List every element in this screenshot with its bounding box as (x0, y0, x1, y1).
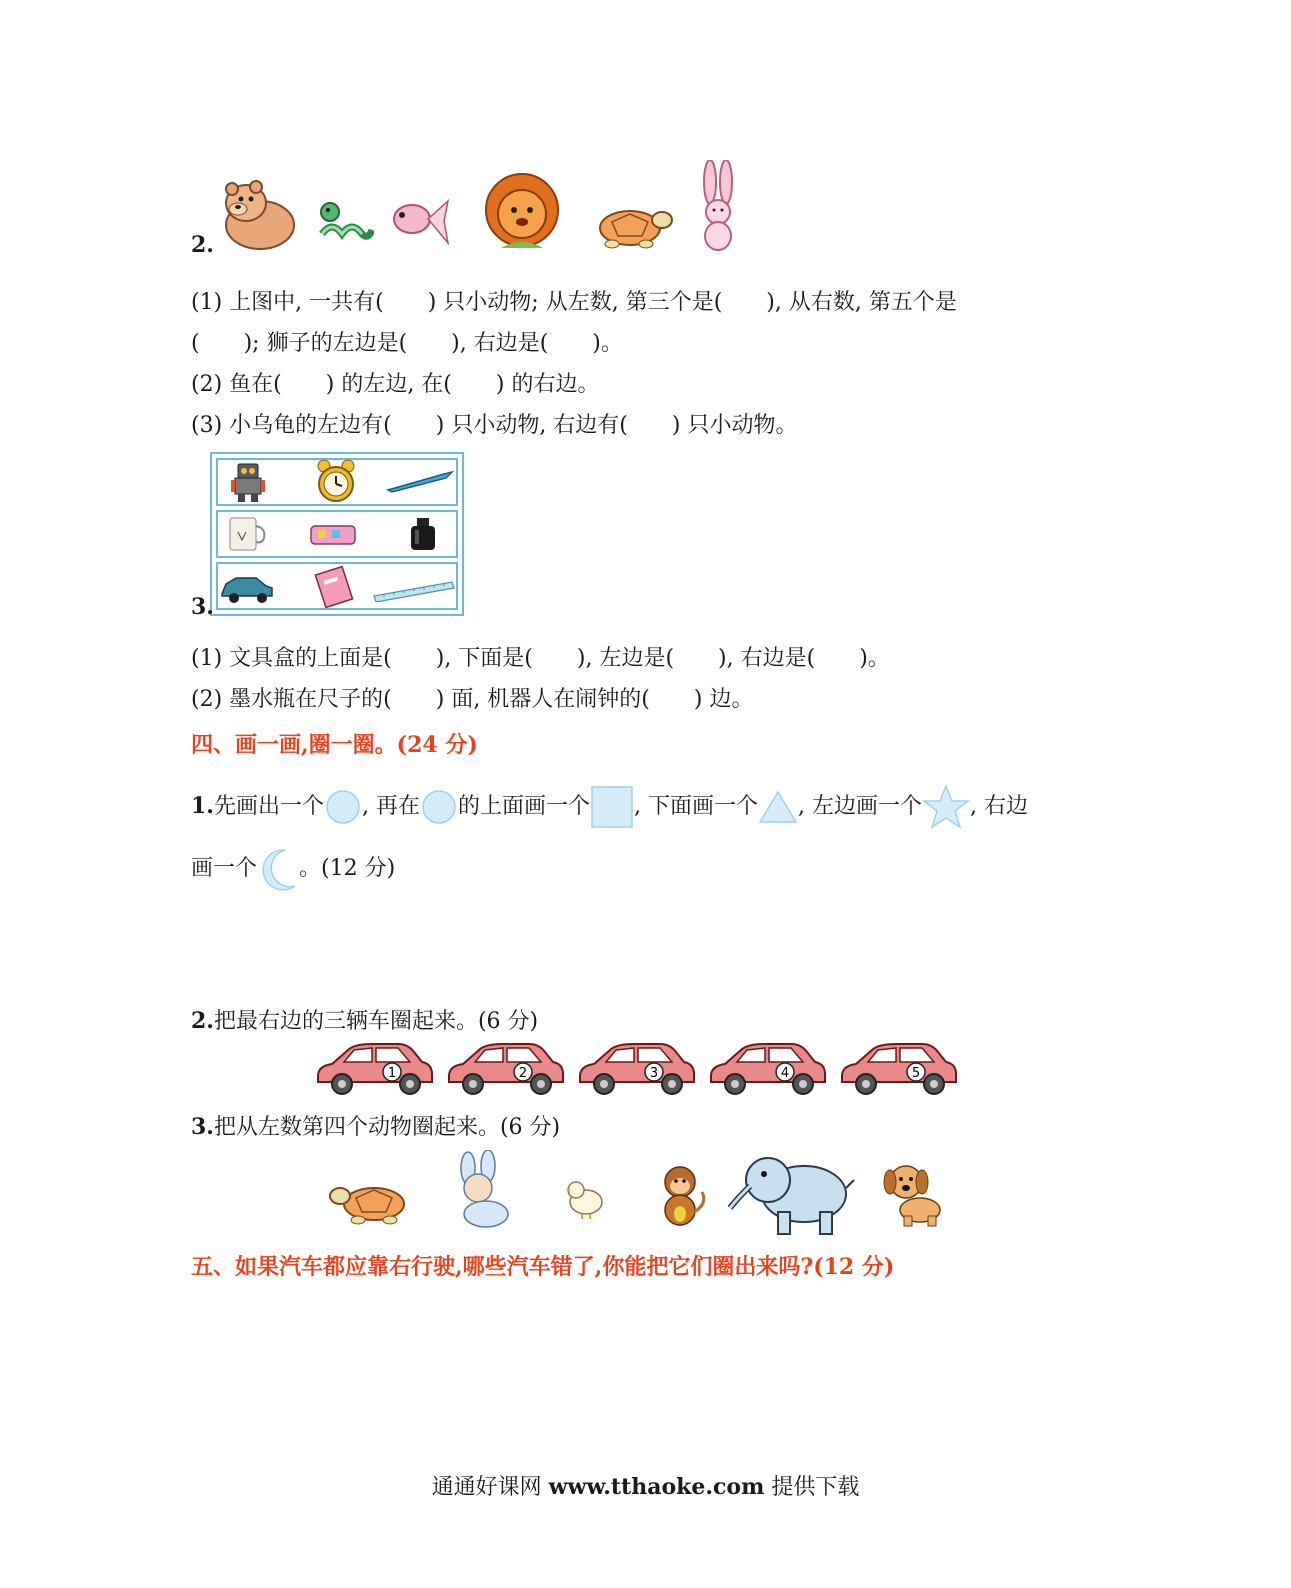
section-4-title: 四、画一画,圈一圈。(24 分) (191, 732, 478, 758)
q1-text-7: 画一个 (191, 856, 258, 881)
q2-text: 把最右边的三辆车圈起来。(6 分) (213, 1009, 539, 1034)
moon-shape-icon (257, 846, 299, 892)
car-number-label: 5 (911, 1066, 921, 1081)
q1-text-3: 的上面画一个 (457, 794, 590, 819)
q2-part3: (3) 小乌龟的左边有( ) 只小动物, 右边有( ) 只小动物。 (191, 413, 798, 438)
rabbit-child-picture (450, 1150, 516, 1230)
stationery-grid (210, 452, 464, 616)
footer (0, 1470, 1291, 1501)
star-shape-icon (922, 784, 970, 830)
car-number-label: 2 (518, 1066, 528, 1081)
ruler-picture (372, 578, 456, 602)
q3-part1: (1) 文具盒的上面是( ), 下面是( ), 左边是( ), 右边是( )。 (191, 646, 890, 671)
section-4-q2 (191, 1006, 538, 1037)
circle-shape-icon (324, 789, 362, 825)
snake-picture (318, 200, 374, 240)
dog-picture (880, 1160, 946, 1228)
goldfish-picture (388, 193, 450, 249)
q1-number: 1. (191, 793, 214, 819)
q3-number: 3. (191, 594, 214, 620)
rabbit-picture (697, 160, 739, 252)
car-number-label: 3 (649, 1066, 659, 1081)
q1-text-5: , 左边画一个 (798, 794, 922, 819)
car-4[interactable] (707, 1036, 829, 1102)
section-4-q3 (191, 1112, 560, 1143)
q2-part2: (2) 鱼在( ) 的左边, 在( ) 的右边。 (191, 372, 600, 397)
elephant-picture (728, 1146, 856, 1238)
notebook-picture (312, 566, 354, 608)
section-4-q1-line2 (191, 846, 395, 892)
car-picture (218, 570, 276, 606)
q1-text-8: 。(12 分) (299, 856, 396, 881)
q1-text-1: 先画出一个 (213, 794, 324, 819)
triangle-shape-icon (758, 790, 798, 824)
q3-part2: (2) 墨水瓶在尺子的( ) 面, 机器人在闹钟的( ) 边。 (191, 687, 754, 712)
robot-picture (226, 460, 270, 504)
q1-text-2: , 再在 (361, 794, 420, 819)
q3-text: 把从左数第四个动物圈起来。(6 分) (213, 1115, 561, 1140)
monkey-picture (654, 1164, 710, 1228)
cars-row (314, 1036, 964, 1098)
section-4-q1-line1 (191, 784, 1028, 830)
bear-picture (216, 175, 296, 251)
q2-number: 2. (191, 1008, 214, 1034)
turtle-picture (328, 1178, 412, 1226)
q2-part1-line2: ( ); 狮子的左边是( ), 右边是( )。 (191, 331, 623, 356)
turtle-picture (592, 200, 674, 250)
cup-picture (224, 514, 268, 554)
pen-picture (384, 468, 456, 494)
footer-prefix: 通通好课网 (431, 1475, 542, 1500)
square-shape-icon (590, 785, 634, 829)
circle-shape-icon (420, 789, 458, 825)
pencil-box-picture (308, 520, 358, 550)
q2-number: 2. (191, 232, 214, 258)
car-3[interactable] (576, 1036, 698, 1102)
alarm-clock-picture (314, 458, 358, 504)
section-5-title: 五、如果汽车都应靠右行驶,哪些汽车错了,你能把它们圈出来吗?(12 分) (191, 1254, 895, 1280)
car-number-label: 1 (387, 1066, 397, 1081)
lion-picture (481, 172, 563, 252)
q1-text-6: , 右边 (970, 794, 1028, 819)
car-5[interactable] (838, 1036, 960, 1102)
ink-bottle-picture (408, 516, 438, 552)
chick-picture (562, 1176, 608, 1220)
footer-url[interactable]: www.tthaoke.com (548, 1474, 765, 1500)
car-2[interactable] (445, 1036, 567, 1102)
car-1[interactable] (314, 1036, 436, 1102)
q3-number: 3. (191, 1114, 214, 1140)
q1-text-4: , 下面画一个 (634, 794, 758, 819)
car-number-label: 4 (780, 1066, 790, 1081)
q2-part1-line1: (1) 上图中, 一共有( ) 只小动物; 从左数, 第三个是( ), 从右数, 第五个是 (191, 290, 957, 315)
footer-suffix: 提供下载 (771, 1475, 860, 1500)
